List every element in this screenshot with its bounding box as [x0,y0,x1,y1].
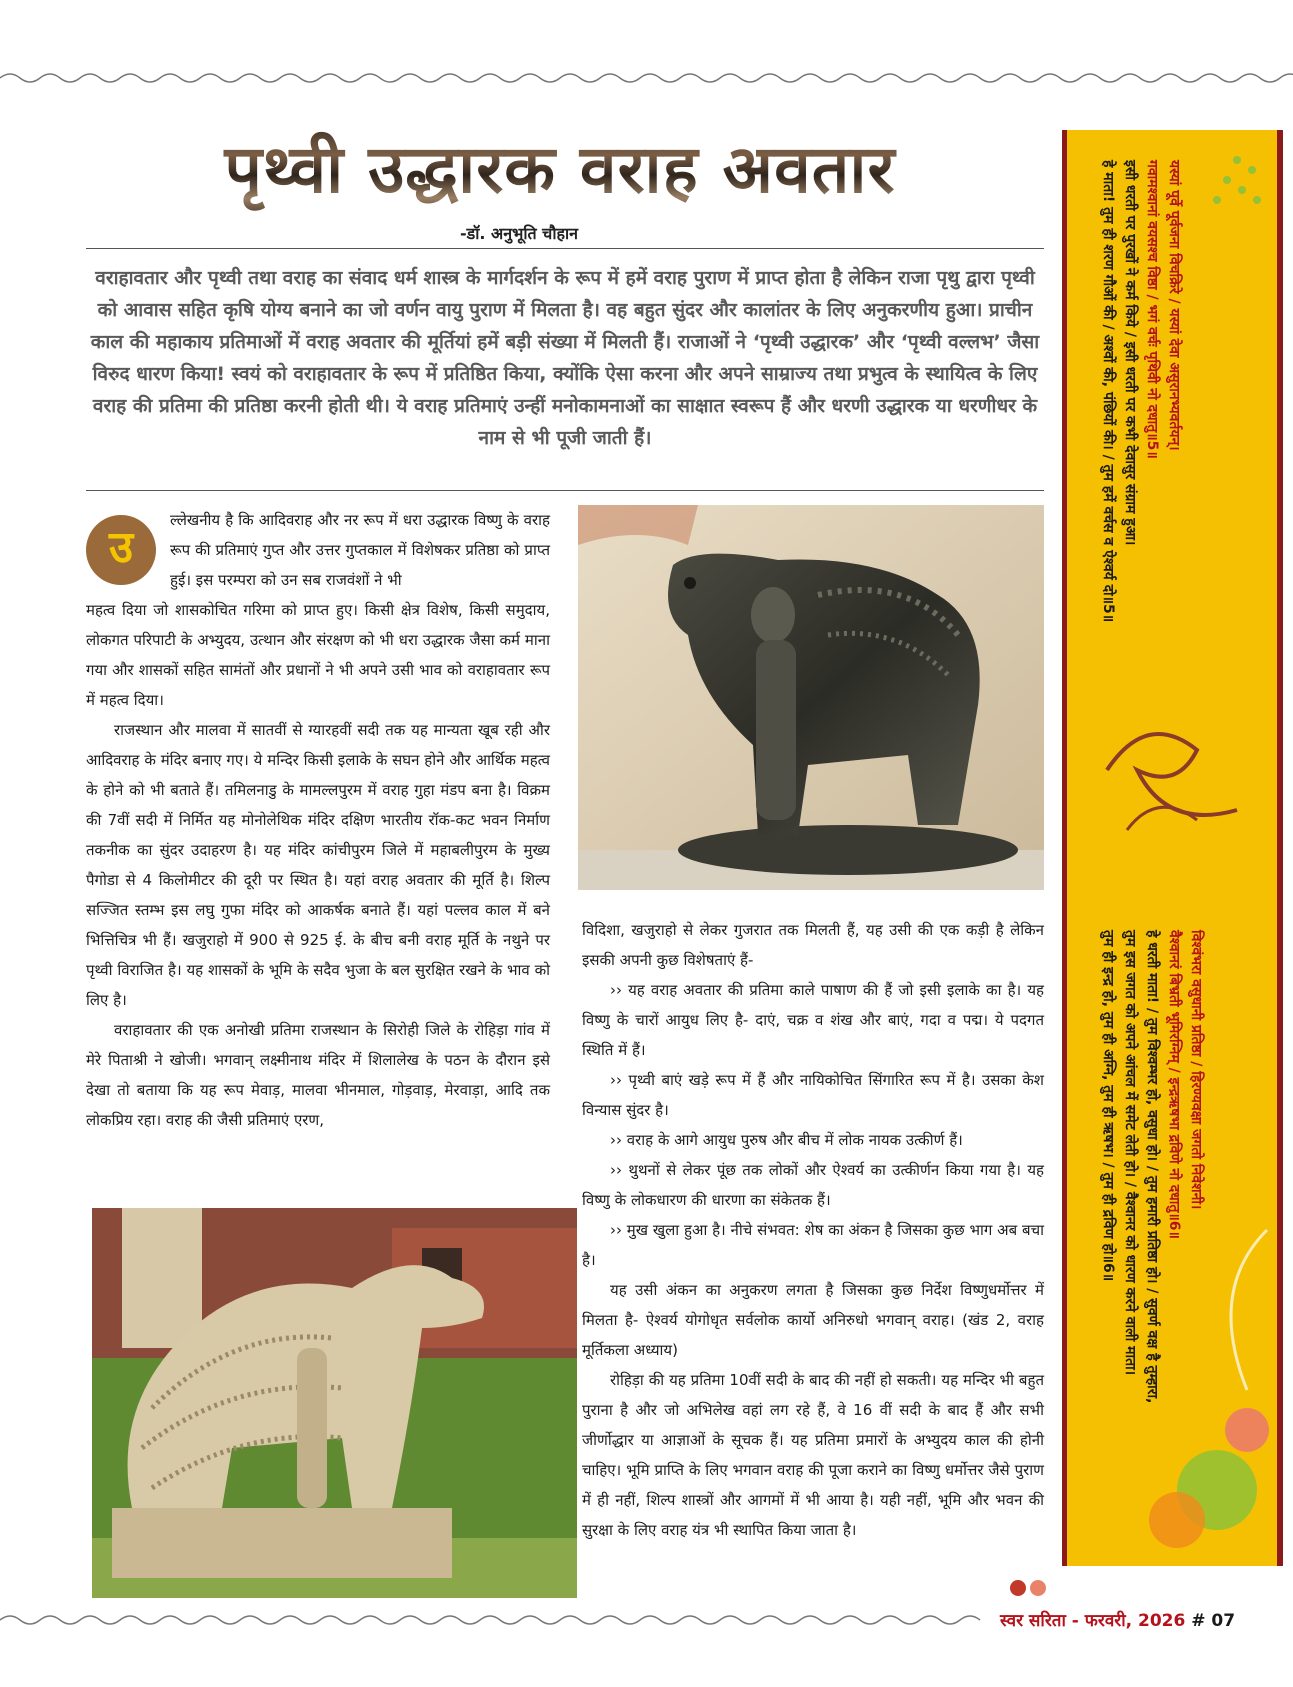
column-1 [86,595,550,1135]
shloka-6-translation-2: तुम इस जगत को अपने आंचल में समेट लेती हो। / वैश्वानर को धारण करने वाली माता। [1122,930,1138,1376]
feature-bullet-2: ›› पृथ्वी बाएं खड़े रूप में हैं और नायिकोचित सिंगारित रूप में है। उसका केश विन्यास सुंदर है। [582,1071,1044,1119]
shloka-6 [1097,930,1207,1550]
sandstone-varaha-photo [92,1208,577,1598]
top-wave-border [0,70,1293,86]
shloka-5-translation-2: हे माता! तुम ही शरण गौओं की / अश्वों की, पंछियों की। / तुम हमें वर्चस व ऐश्वर्य दो॥5॥ [1100,160,1116,623]
column2-paragraph-2: यह उसी अंकन का अनुकरण लगता है जिसका कुछ निर्देश विष्णुधर्मोत्तर में मिलता है- ऐश्वर्य योगोधृत सर्वलोक कार्यो अनिरुधो भगवान् वराह। (खंड 2, वराह मूर्तिकला अध्याय) [582,1281,1044,1359]
title-rule [86,248,1044,249]
column1-paragraph-3: वराहावतार की एक अनोखी प्रतिमा राजस्थान के सिरोही जिले के रोहिड़ा गांव में मेरे पिताश्री ने खोजी। भगवान् लक्ष्मीनाथ मंदिर में शिलालेख के पठन के दौरान इसे देखा तो बताया कि यह रूप मेवाड़, मालवा भीनमाल, गोड़वाड़, मेरवाड़ा, आदि तक लोकप्रिय रहा। वराह की जैसी प्रतिमाएं एरण, [86,1021,550,1129]
column-2 [582,915,1044,1545]
intro-paragraph: वराहावतार और पृथ्वी तथा वराह का संवाद धर्म शास्त्र के मार्गदर्शन के रूप में हमें वराह पुराण में प्राप्त होता है लेकिन राजा पृथु द्वारा पृथ्वी को आवास सहित कृषि योग्य बनाने का जो वर्णन वायु पुराण में मिलता है। वह बहुत सुंदर और कालांतर के लिए अनुकरणीय हुआ। प्राचीन काल की महाकाय प्रतिमाओं में वराह अवतार की मूर्तियां हमें बड़ी संख्या में मिलती हैं। राजाओं ने ‘पृथ्वी उद्धारक’ और ‘पृथ्वी वल्लभ’ जैसा विरुद धारण किया! स्वयं को वराहावतार के रूप में प्रतिष्ठित किया, क्योंकि ऐसा करना और अपने साम्राज्य तथा प्रभुत्व के स्थायित्व के लिए वराह की प्रतिमा की प्रतिष्ठा करनी होती थी। ये वराह प्रतिमाएं उन्हीं मनोकामनाओं का साक्षात स्वरूप हैं और धरणी उद्धारक या धरणीधर के नाम से भी पूजी जाती हैं। [90,267,1040,449]
column1-paragraph-2: राजस्थान और मालवा में सातवीं से ग्यारहवीं सदी तक यह मान्यता खूब रही और आदिवराह के मंदिर बनाए गए। ये मन्दिर किसी इलाके के सघन होने और आर्थिक महत्व के होने को भी बताते हैं। तमिलनाडु के मामल्लपुरम में वराह गुहा मंडप बना है। विक्रम की 7वीं सदी में निर्मित यह मोनोलेथिक मंदिर दक्षिण भारतीय रॉक-कट भवन निर्माण तकनीक का सुंदर उदाहरण है। यह मंदिर कांचीपुरम जिले में महाबलीपुरम के मुख्य पैगोडा से 4 किलोमीटर की दूरी पर स्थित है। यहां वराह अवतार की मूर्ति है। शिल्प सज्जित स्तम्भ इस लघु गुफा मंदिर को आकर्षक बनाते हैं। यहां पल्लव काल में बने भित्तिचित्र भी हैं। खजुराहो में 900 से 925 ई. के बीच बनी वराह मूर्ति के नथुने पर पृथ्वी विराजित है। यह शासकों के भूमि के सदैव भुजा के बल सुरक्षित रखने के भाव को लिए है। [86,721,550,1009]
column1-lead-text: ल्लेखनीय है कि आदिवराह और नर रूप में धरा उद्धारक विष्णु के वराह रूप की प्रतिमाएं गुप्त और उत्तर गुप्तकाल में विशेषकर प्रतिष्ठा को प्राप्त हुई। इस परम्परा को उन सब राजवंशों ने भी [170,511,550,589]
shloka-5-line-1: यस्यां पूर्वे पूर्वजना विचक्रिरे / यस्यां देवा असुरानभ्यवर्तयन्। [1166,160,1182,451]
page-number: # 07 [1191,1611,1236,1631]
shloka-5-translation-1: इसी धरती पर पुरखों ने कर्म किये / इसी धरती पर कभी देवासुर संग्राम हुआ। [1122,160,1138,546]
drop-cap: उ [86,515,156,585]
feature-bullet-4: ›› थुथनों से लेकर पूंछ तक लोकों और ऐश्वर्य का उत्कीर्णन किया गया है। यह विष्णु के लोकधारण की धारणा का संकेतक हैं। [582,1161,1044,1209]
column2-paragraph-3: रोहिड़ा की यह प्रतिमा 10वीं सदी के बाद की नहीं हो सकती। यह मन्दिर भी बहुत पुराना है और जो अभिलेख वहां लग रहे हैं, वे 16 वीं सदी के बाद हैं और सभी जीर्णोद्धार या आज्ञाओं के सूचक हैं। यह प्रतिमा प्रमारों के अभ्युदय काल की होनी चाहिए। भूमि प्राप्ति के लिए भगवान वराह की पूजा कराने का विष्णु धर्मोत्तर जैसे पुराण में ही नहीं, शिल्प शास्त्रों और आगमों में भी आया है। यही नहीं, भूमि और भवन की सुरक्षा के लिए वराह यंत्र भी स्थापित किया जाता है। [582,1371,1044,1539]
shloka-5-line-2: गवामश्वानां वयसश्च विष्ठा / भगं वर्चः पृथिवी नो दधातु॥5॥ [1144,160,1160,459]
shloka-6-line-2: वैश्वानरं बिभ्रती भूमिरग्निम् / इन्द्रऋषभा द्रविणे नो दधातु॥6॥ [1166,930,1182,1239]
shloka-6-translation-3: तुम ही इन्द्र हो, तुम ही अग्नि, तुम ही ऋषभ। / तुम ही द्रविण हो॥6॥ [1100,930,1116,1282]
shloka-6-translation-1: हे धरती माता! / तुम विश्वम्भर हो, वसुधा हो। / तुम हमारी प्रतिष्ठा हो। / सुवर्ण वक्ष है तुम्हारा, [1144,930,1160,1404]
shloka-5 [1097,160,1185,880]
footer-dot-icon [1010,1580,1026,1596]
footer-dot-icon [1030,1580,1046,1596]
intro-rule [86,490,1044,491]
bottom-wave-border [0,1612,990,1628]
feature-bullet-5: ›› मुख खुला हुआ है। नीचे संभवत: शेष का अंकन है जिसका कुछ भाग अब बचा है। [582,1221,1044,1269]
feature-bullet-1: ›› यह वराह अवतार की प्रतिमा काले पाषाण की हैं जो इसी इलाके का है। यह विष्णु के चारों आयुध लिए है- दाएं, चक्र व शंख और बाएं, गदा व पद्म। ये पदगत स्थिति में हैं। [582,981,1044,1059]
shloka-sidebar [1062,130,1283,1566]
page-footer [1000,1608,1235,1631]
column2-paragraph-1: विदिशा, खजुराहो से लेकर गुजरात तक मिलती हैं, यह उसी की एक कड़ी है लेकिन इसकी अपनी कुछ विशेषताएं हैं- [582,921,1044,969]
black-stone-varaha-photo [578,505,1044,890]
column1-paragraph-1: महत्व दिया जो शासकोचित गरिमा को प्राप्त हुए। किसी क्षेत्र विशेष, किसी समुदाय, लोकगत परिपाटी के अभ्युदय, उत्थान और संरक्षण को भी धरा उद्धारक जैसा कर्म माना गया और शासकों सहित सामंतों और प्रधानों ने भी अपने उसी भाव को वराहावतार रूप में महत्व दिया। [86,601,550,709]
article-title: पृथ्वी उद्धारक वराह अवतार [180,120,940,220]
shloka-6-line-1: विश्वंभरा वसुधानी प्रतिष्ठा / हिरण्यवक्षा जगतो निवेशनी। [1188,930,1204,1210]
magazine-name: स्वर सरिता - फरवरी, 2026 [1000,1611,1186,1631]
author-byline: -डॉ. अनुभूति चौहान [460,224,579,243]
feature-bullet-3: ›› वराह के आगे आयुध पुरुष और बीच में लोक नायक उत्कीर्ण हैं। [610,1131,963,1149]
